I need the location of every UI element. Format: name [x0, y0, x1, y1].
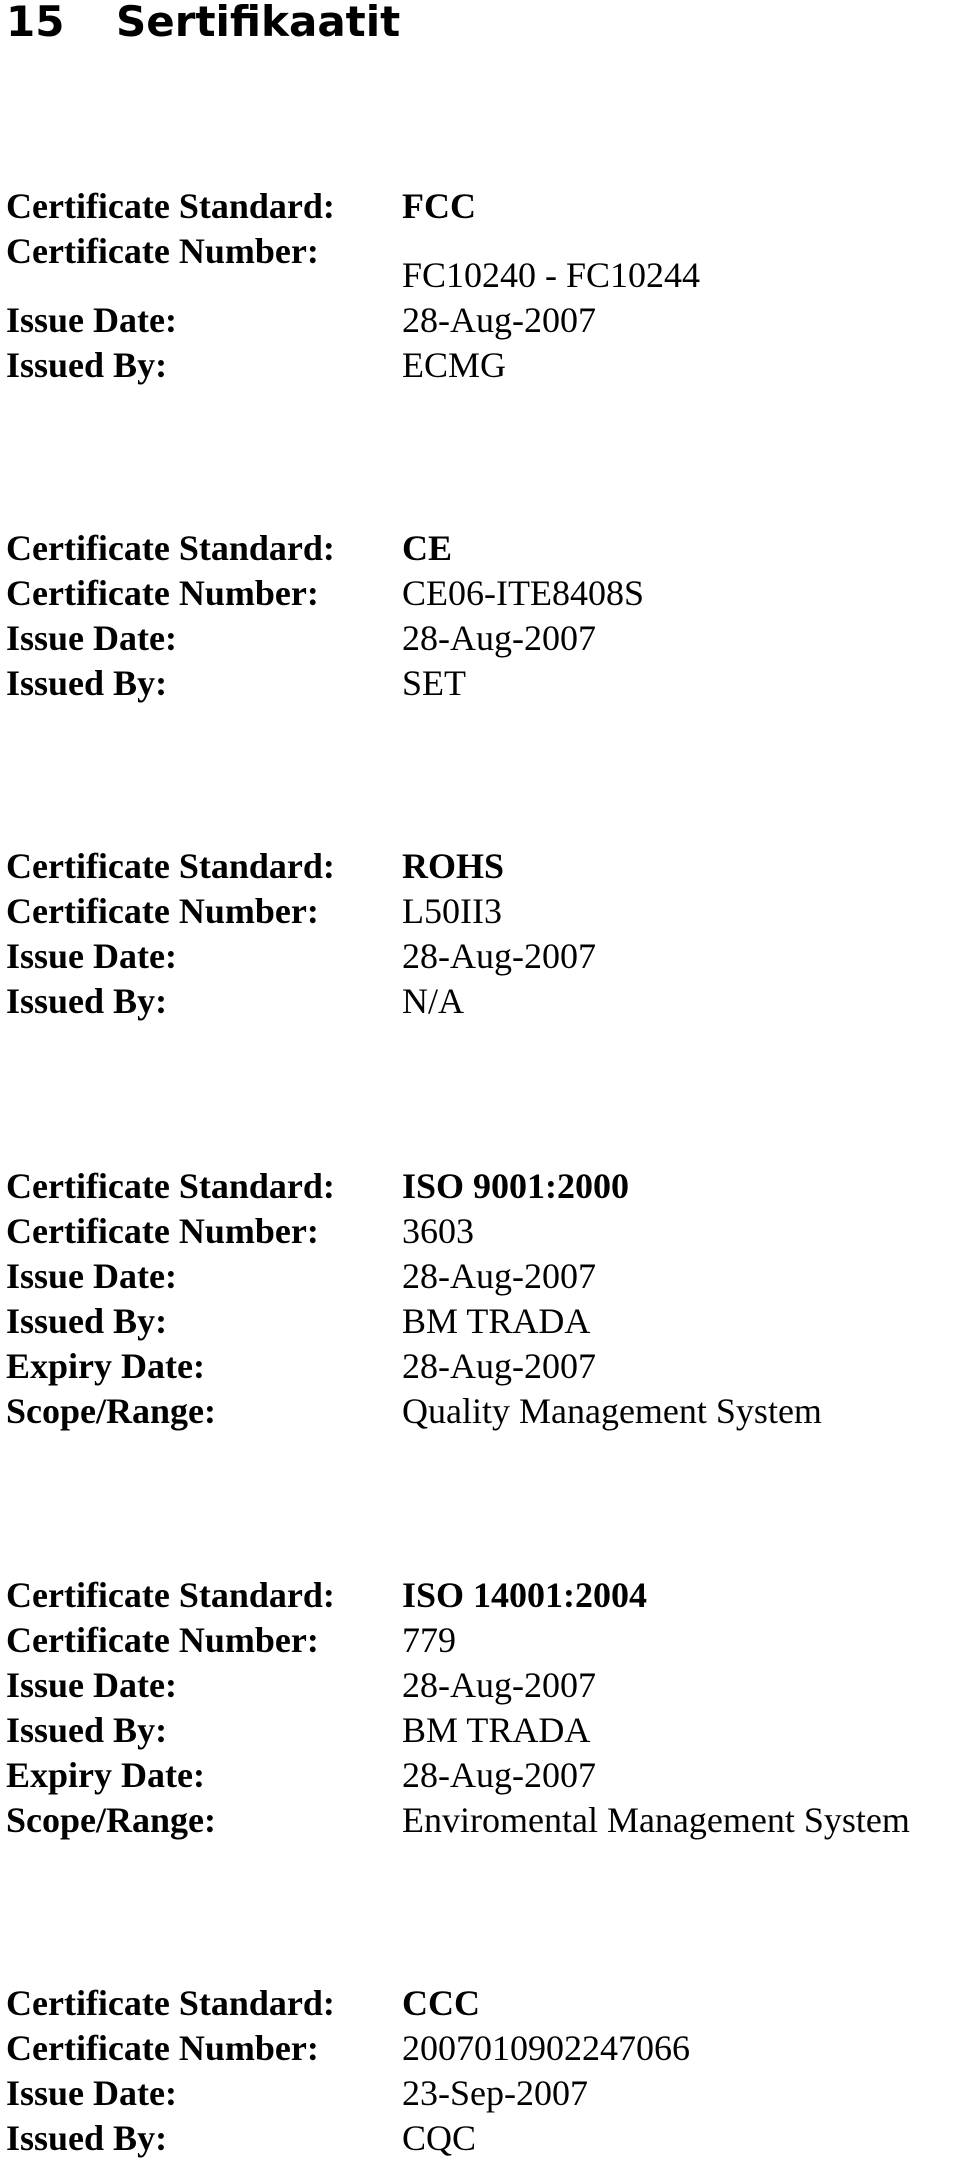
- expiry-date-row: [6, 1753, 956, 1798]
- issued-by-value: BM TRADA: [402, 1301, 591, 1341]
- certificate-number-label: Certificate Number:: [6, 1211, 319, 1251]
- certificate-number-label: Certificate Number:: [6, 891, 319, 931]
- certificate-standard-value: ISO 14001:2004: [402, 1575, 648, 1615]
- issue-date-label: Issue Date:: [6, 936, 177, 976]
- scope-range-row: [6, 1798, 956, 1843]
- issue-date-row: [6, 1663, 956, 1708]
- issued-by-value: SET: [402, 663, 467, 703]
- issued-by-row: [6, 1708, 956, 1753]
- issue-date-label: Issue Date:: [6, 300, 177, 340]
- certificate-standard-label: Certificate Standard:: [6, 846, 335, 886]
- certificate-block-rohs: [6, 844, 956, 1024]
- issued-by-label: Issued By:: [6, 345, 168, 385]
- certificate-standard-label: Certificate Standard:: [6, 186, 335, 226]
- certificate-block-ccc: [6, 1981, 956, 2161]
- certificate-number-row: [6, 571, 956, 616]
- issued-by-value: ECMG: [402, 345, 507, 385]
- certificate-number-value: 2007010902247066: [402, 2028, 690, 2068]
- certificate-standard-label: Certificate Standard:: [6, 1983, 335, 2023]
- certificate-number-value: L50II3: [402, 891, 502, 931]
- issued-by-label: Issued By:: [6, 2118, 168, 2158]
- expiry-date-label: Expiry Date:: [6, 1755, 205, 1795]
- scope-range-value: Enviromental Management System: [402, 1800, 910, 1840]
- issue-date-value: 28-Aug-2007: [402, 1256, 596, 1296]
- issue-date-row: [6, 934, 956, 979]
- certificate-standard-value: FCC: [402, 186, 476, 226]
- expiry-date-value: 28-Aug-2007: [402, 1346, 596, 1386]
- issued-by-row: [6, 343, 956, 388]
- issued-by-label: Issued By:: [6, 1301, 168, 1341]
- scope-range-label: Scope/Range:: [6, 1391, 216, 1431]
- certificate-standard-label: Certificate Standard:: [6, 1575, 335, 1615]
- certificate-number-label: Certificate Number:: [6, 231, 319, 271]
- issue-date-row: [6, 1254, 956, 1299]
- certificate-standard-row: [6, 526, 956, 571]
- issue-date-label: Issue Date:: [6, 1665, 177, 1705]
- issued-by-row: [6, 979, 956, 1024]
- section-heading: [6, 0, 400, 48]
- certificate-number-row: [6, 229, 956, 298]
- expiry-date-value: 28-Aug-2007: [402, 1755, 596, 1795]
- certificate-number-label: Certificate Number:: [6, 573, 319, 613]
- certificate-number-row: [6, 1209, 956, 1254]
- certificate-standard-value: ROHS: [402, 846, 505, 886]
- certificate-number-label: Certificate Number:: [6, 1620, 319, 1660]
- issued-by-row: [6, 661, 956, 706]
- issue-date-value: 28-Aug-2007: [402, 1665, 596, 1705]
- certificate-standard-label: Certificate Standard:: [6, 1166, 335, 1206]
- certificate-standard-value: CCC: [402, 1983, 480, 2023]
- section-number: 15: [6, 0, 65, 46]
- certificate-standard-row: [6, 844, 956, 889]
- certificate-standard-row: [6, 1981, 956, 2026]
- issued-by-row: [6, 2116, 956, 2161]
- certificate-number-value: FC10240 - FC10244: [402, 255, 701, 295]
- certificate-block-iso-14001: [6, 1573, 956, 1843]
- certificate-block-iso-9001: [6, 1164, 956, 1434]
- certificate-standard-label: Certificate Standard:: [6, 528, 335, 568]
- certificate-number-row: [6, 1618, 956, 1663]
- issue-date-label: Issue Date:: [6, 2073, 177, 2113]
- certificate-number-value: 3603: [402, 1211, 474, 1251]
- certificate-standard-value: CE: [402, 528, 453, 568]
- issue-date-row: [6, 298, 956, 343]
- certificate-standard-row: [6, 1573, 956, 1618]
- issue-date-value: 23-Sep-2007: [402, 2073, 588, 2113]
- scope-range-row: [6, 1389, 956, 1434]
- issue-date-label: Issue Date:: [6, 618, 177, 658]
- scope-range-label: Scope/Range:: [6, 1800, 216, 1840]
- issued-by-label: Issued By:: [6, 981, 168, 1021]
- issue-date-label: Issue Date:: [6, 1256, 177, 1296]
- certificate-number-value: 779: [402, 1620, 456, 1660]
- issued-by-value: N/A: [402, 981, 464, 1021]
- certificate-number-row: [6, 2026, 956, 2071]
- expiry-date-row: [6, 1344, 956, 1389]
- certificate-number-row: [6, 889, 956, 934]
- issued-by-value: CQC: [402, 2118, 477, 2158]
- section-title: Sertifikaatit: [116, 0, 401, 46]
- issue-date-row: [6, 2071, 956, 2116]
- issue-date-value: 28-Aug-2007: [402, 300, 596, 340]
- issued-by-value: BM TRADA: [402, 1710, 591, 1750]
- certificate-standard-value: ISO 9001:2000: [402, 1166, 630, 1206]
- certificate-number-value: CE06-ITE8408S: [402, 573, 644, 613]
- issue-date-row: [6, 616, 956, 661]
- certificate-block-ce: [6, 526, 956, 706]
- issue-date-value: 28-Aug-2007: [402, 936, 596, 976]
- certificate-standard-row: [6, 1164, 956, 1209]
- certificate-number-label: Certificate Number:: [6, 2028, 319, 2068]
- issued-by-label: Issued By:: [6, 663, 168, 703]
- expiry-date-label: Expiry Date:: [6, 1346, 205, 1386]
- issued-by-row: [6, 1299, 956, 1344]
- scope-range-value: Quality Management System: [402, 1391, 822, 1431]
- certificate-standard-row: [6, 184, 956, 229]
- issue-date-value: 28-Aug-2007: [402, 618, 596, 658]
- certificate-block-fcc: [6, 184, 956, 388]
- issued-by-label: Issued By:: [6, 1710, 168, 1750]
